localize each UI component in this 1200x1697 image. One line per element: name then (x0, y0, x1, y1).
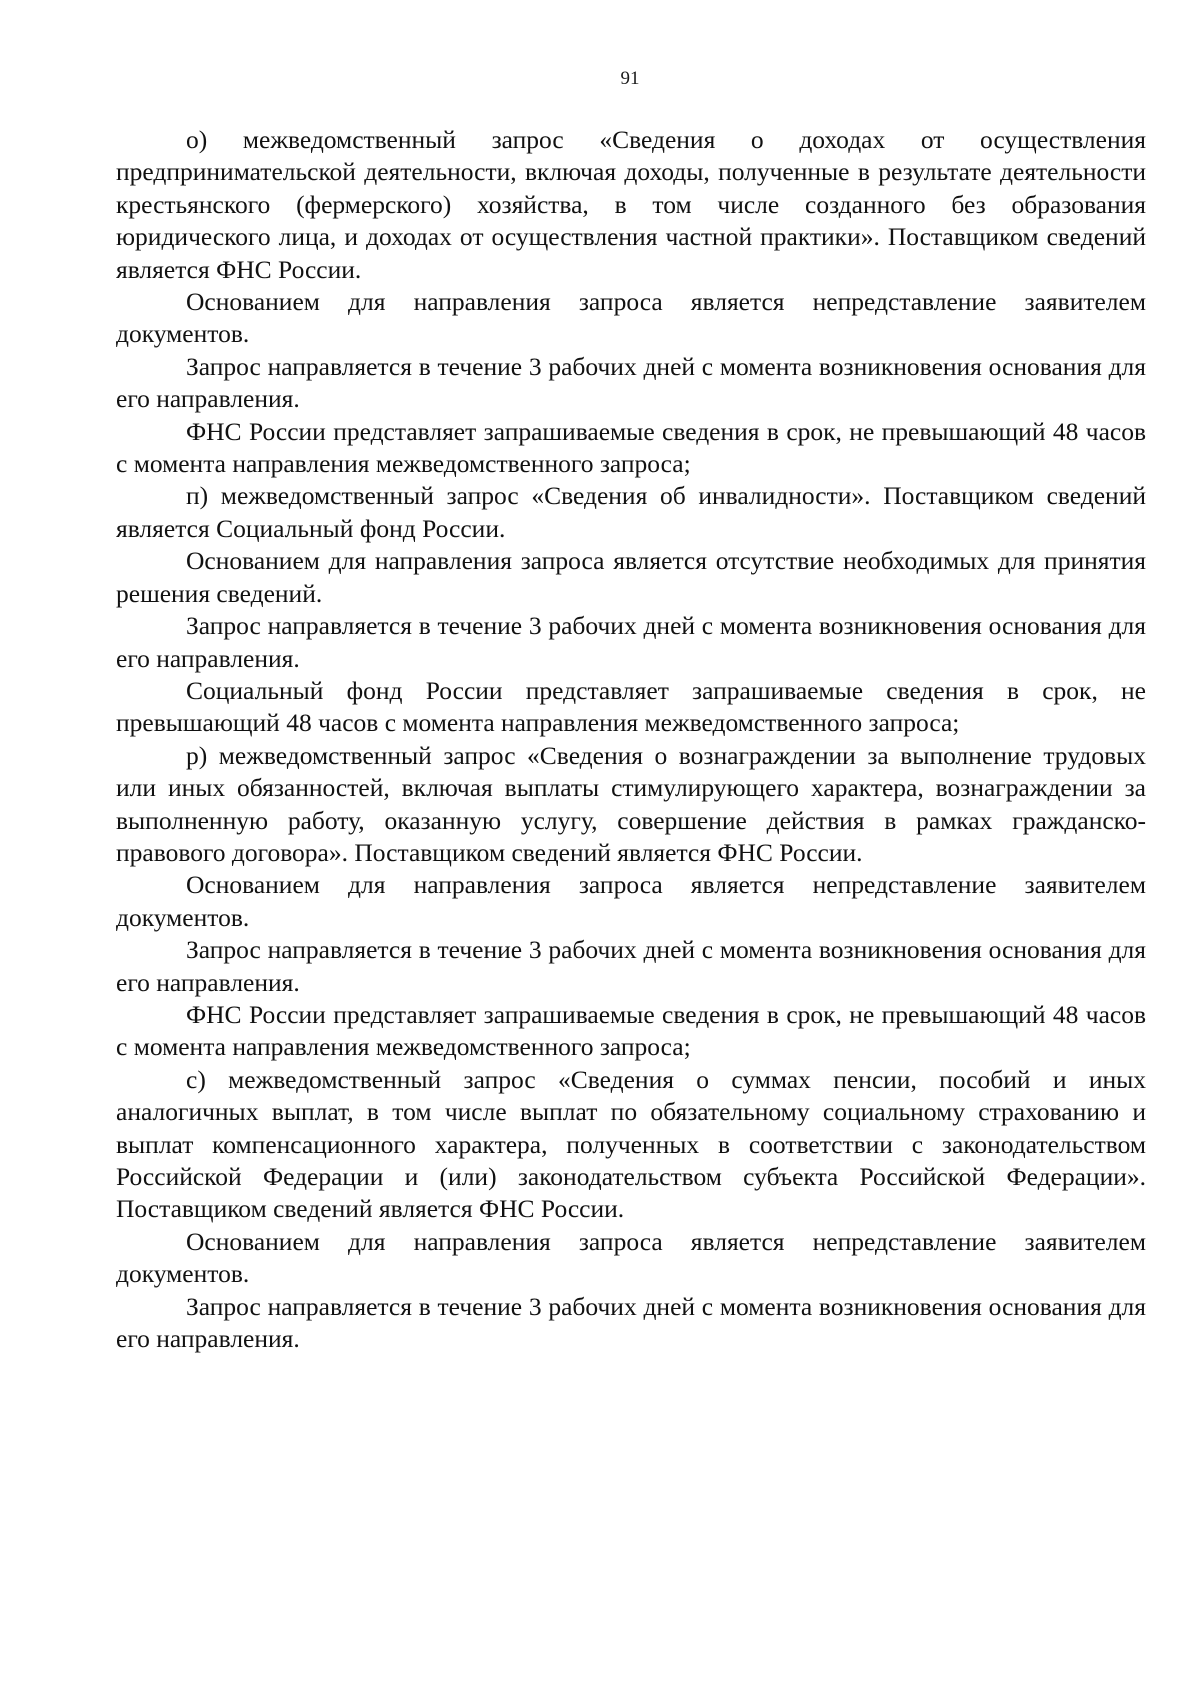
paragraph-o-response: ФНС России представляет запрашиваемые сведения в срок, не превышающий 48 часов с момента направления межведомственного запроса; (116, 416, 1146, 479)
paragraph-r-request: р) межведомственный запрос «Сведения о вознаграждении за выполнение трудовых или иных обязанностей, включая выплаты стимулирующего характера, вознаграждении за выполненную работу, оказанную услугу, совершение действия в рамках гражданско-правового договора». Поставщиком сведений является ФНС России. (116, 740, 1146, 867)
page-number: 91 (620, 68, 640, 89)
paragraph-s-request: с) межведомственный запрос «Сведения о суммах пенсии, пособий и иных аналогичных выплат, в том числе выплат по обязательному социальному страхованию и выплат компенсационного характера, полученных в соответствии с законодательством Российской Федерации и (или) законодательством субъекта Российской Федерации». Поставщиком сведений является ФНС России. (116, 1064, 1146, 1224)
paragraph-r-response: ФНС России представляет запрашиваемые сведения в срок, не превышающий 48 часов с момента направления межведомственного запроса; (116, 999, 1146, 1062)
document-body (116, 124, 1146, 1355)
paragraph-p-response: Социальный фонд России представляет запрашиваемые сведения в срок, не превышающий 48 часов с момента направления межведомственного запроса; (116, 675, 1146, 738)
paragraph-r-deadline: Запрос направляется в течение 3 рабочих дней с момента возникновения основания для его направления. (116, 935, 1146, 997)
paragraph-s-deadline: Запрос направляется в течение 3 рабочих дней с момента возникновения основания для его направления. (116, 1291, 1146, 1354)
paragraph-o-basis: Основанием для направления запроса является непредставление заявителем документов. (116, 287, 1146, 349)
paragraph-r-basis: Основанием для направления запроса является непредставление заявителем документов. (116, 870, 1146, 932)
paragraph-p-basis: Основанием для направления запроса является отсутствие необходимых для принятия решения сведений. (116, 546, 1146, 608)
paragraph-p-request: п) межведомственный запрос «Сведения об инвалидности». Поставщиком сведений является Социальный фонд России. (116, 481, 1146, 543)
paragraph-o-request: о) межведомственный запрос «Сведения о доходах от осуществления предпринимательской деятельности, включая доходы, полученные в результате деятельности крестьянского (фермерского) хозяйства, в том числе созданного без образования юридического лица, и доходах от осуществления частной практики». Поставщиком сведений является ФНС России. (116, 125, 1146, 284)
paragraph-s-basis: Основанием для направления запроса является непредставление заявителем документов. (116, 1226, 1146, 1289)
paragraph-p-deadline: Запрос направляется в течение 3 рабочих дней с момента возникновения основания для его направления. (116, 611, 1146, 673)
paragraph-o-deadline: Запрос направляется в течение 3 рабочих дней с момента возникновения основания для его направления. (116, 351, 1146, 414)
